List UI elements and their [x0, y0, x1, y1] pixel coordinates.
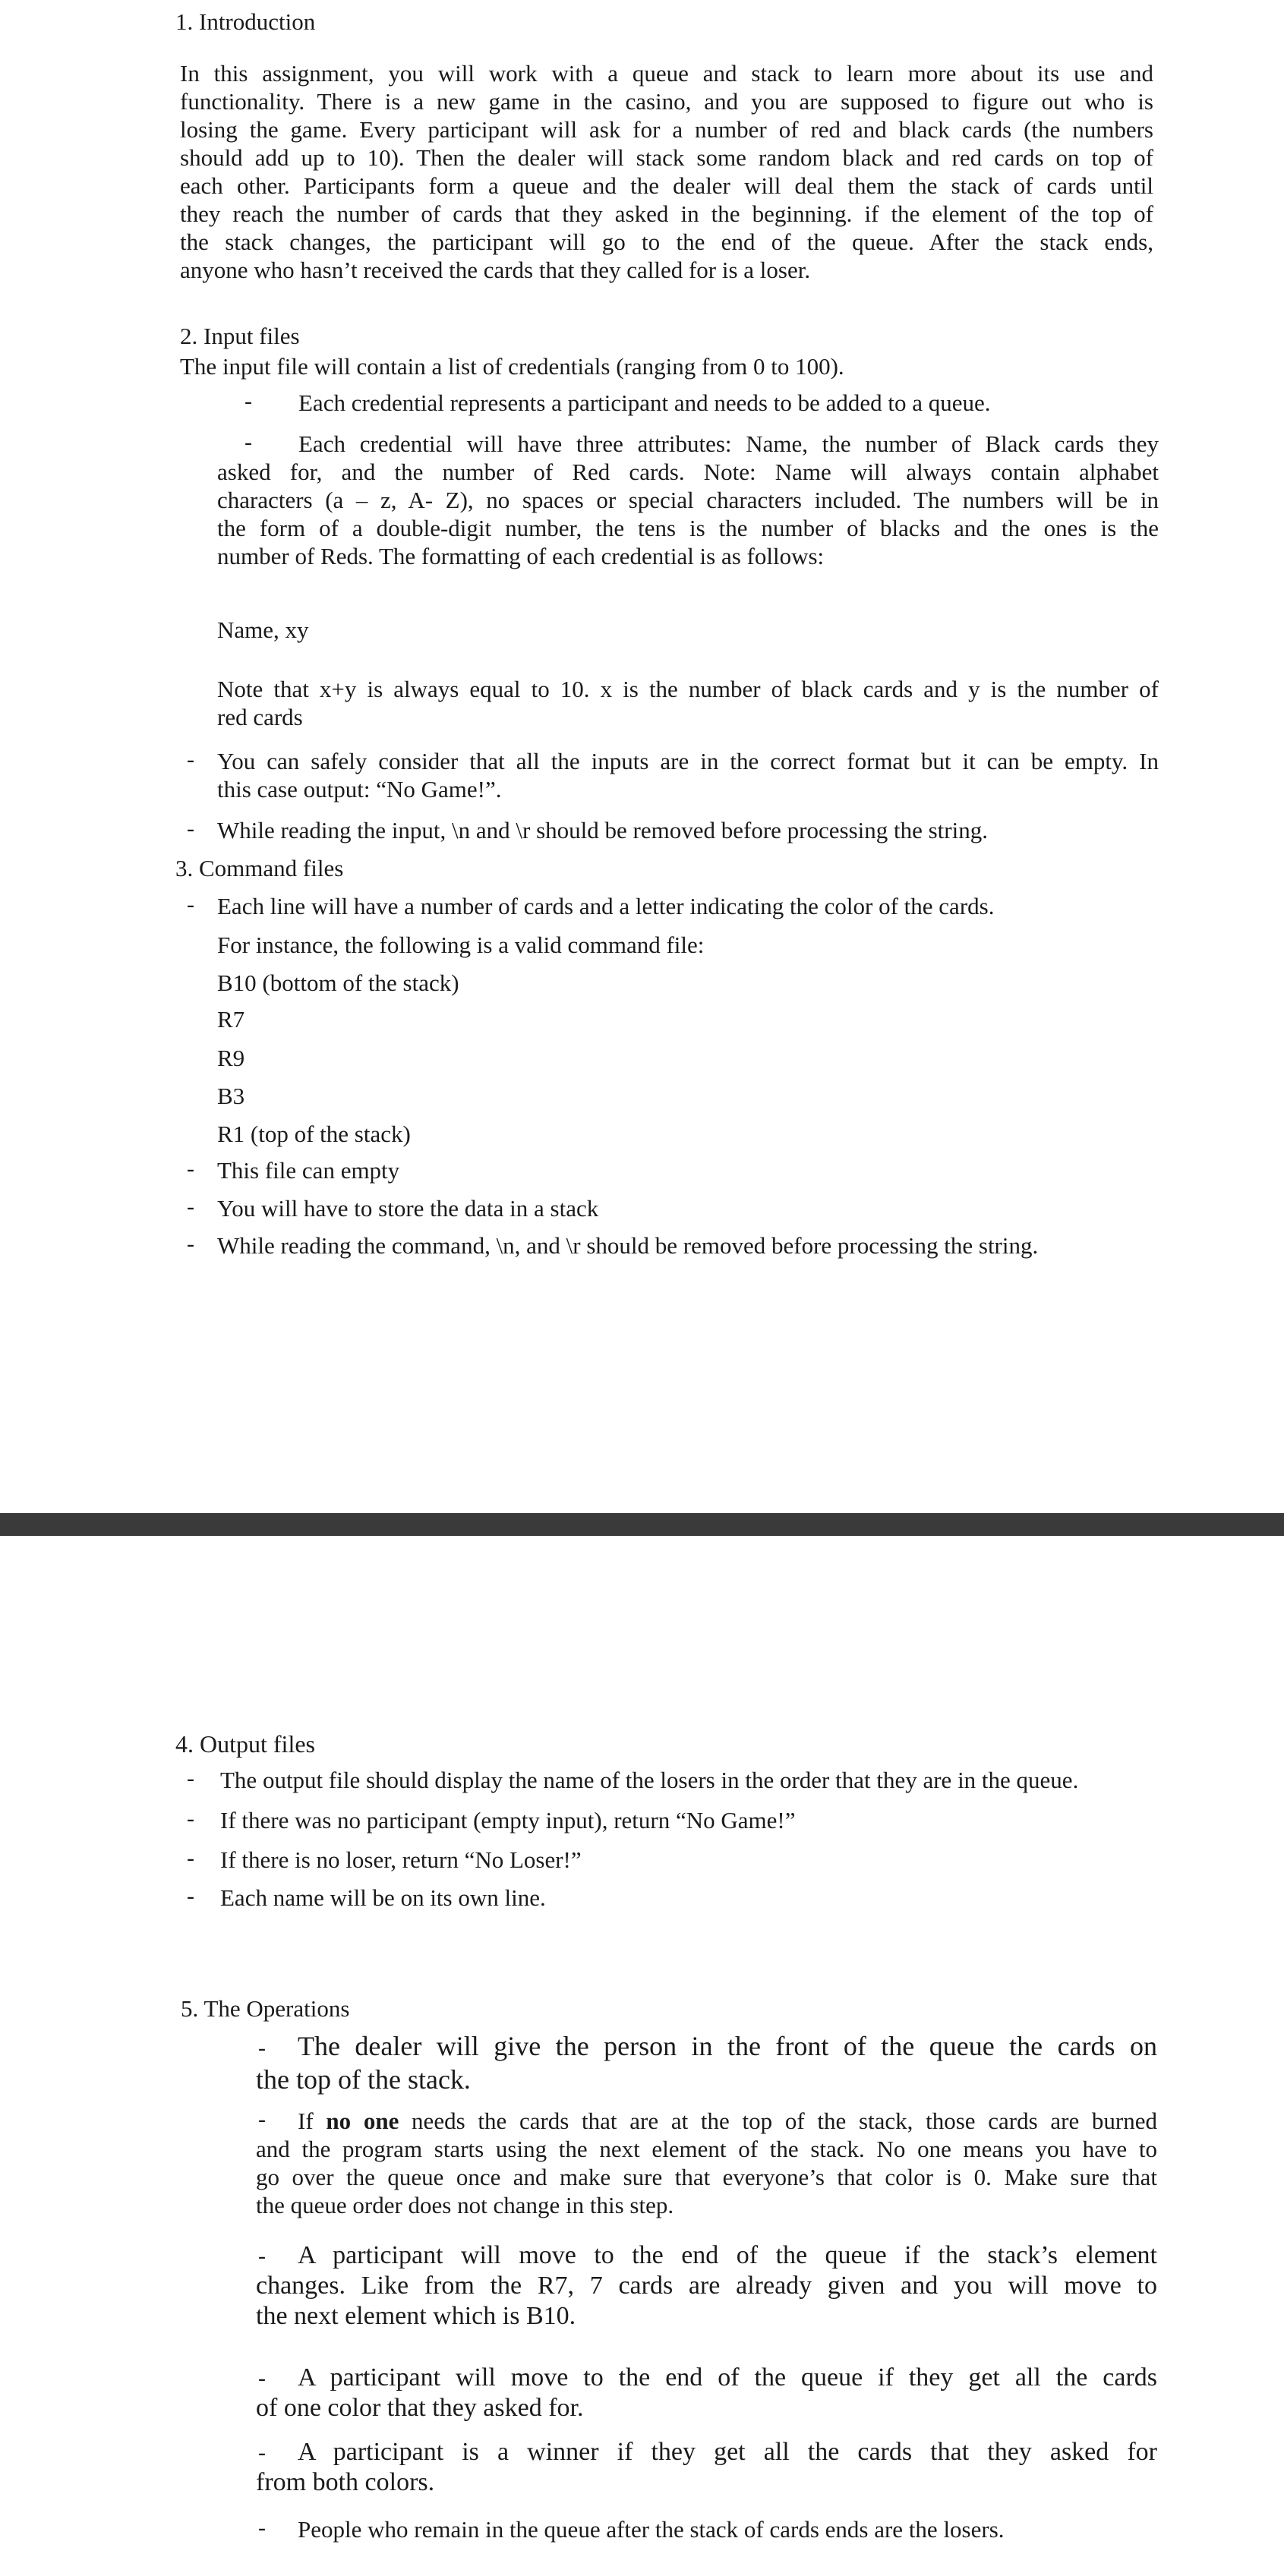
operation-2-prefix: If — [298, 2108, 327, 2134]
bullet-dash: - — [258, 2243, 266, 2269]
input-bullet-2-line: asked for, and the number of Red cards. Note: Name will always contain alphabet — [217, 459, 1159, 485]
operation-2-rest: needs the cards that are at the top of the stack, those cards are burned — [399, 2108, 1158, 2134]
intro-line: each other. Participants form a queue and the dealer will deal them the stack of cards until — [180, 172, 1153, 199]
input-note-line: Note that x+y is always equal to 10. x is the number of black cards and y is the number of — [217, 676, 1159, 702]
intro-line: the stack changes, the participant will go to the end of the queue. After the stack ends, — [180, 229, 1153, 255]
page-separator-band — [0, 1513, 1284, 1536]
intro-line: In this assignment, you will work with a queue and stack to learn more about its use and — [180, 60, 1153, 87]
command-example-line: B10 (bottom of the stack) — [217, 970, 459, 996]
operation-3 — [256, 2240, 1157, 2332]
input-intro: The input file will contain a list of credentials (ranging from 0 to 100). — [180, 353, 844, 380]
bullet-dash: - — [187, 816, 194, 841]
input-bullet-4: While reading the input, \n and \r should be removed before processing the string. — [217, 817, 988, 843]
bullet-dash: - — [244, 389, 252, 414]
credential-format: Name, xy — [217, 616, 309, 643]
operation-5-line: A participant is a winner if they get all the cards that they asked for — [298, 2438, 1157, 2466]
document-page-2 — [0, 1536, 1284, 2576]
command-example-line: R9 — [217, 1045, 245, 1071]
intro-line: they reach the number of cards that they asked in the beginning. if the element of the top of — [180, 200, 1153, 227]
bullet-dash: - — [244, 430, 252, 455]
bullet-dash: - — [258, 2515, 266, 2540]
command-bullet-3: You will have to store the data in a stack — [217, 1195, 599, 1222]
bullet-dash: - — [187, 747, 194, 772]
input-bullet-2 — [217, 430, 1159, 570]
command-bullet-4: While reading the command, \n, and \r should be removed before processing the string. — [217, 1232, 1039, 1259]
input-note — [217, 675, 1159, 731]
operation-2-line: the queue order does not change in this step. — [256, 2192, 674, 2218]
input-bullet-3-line: this case output: “No Game!”. — [217, 776, 502, 802]
operation-4-line: of one color that they asked for. — [256, 2394, 584, 2422]
operation-1-line: The dealer will give the person in the front of the queue the cards on — [298, 2031, 1157, 2061]
bullet-dash: - — [187, 1846, 194, 1871]
section-5-heading: 5. The Operations — [181, 1995, 350, 2022]
operation-4-line: A participant will move to the end of the queue if they get all the cards — [298, 2363, 1157, 2392]
bullet-dash: - — [187, 1231, 194, 1256]
operation-2 — [256, 2107, 1157, 2219]
operation-2-bold: no one — [326, 2108, 399, 2134]
input-bullet-3 — [217, 747, 1159, 803]
command-example-intro: For instance, the following is a valid command file: — [217, 932, 705, 958]
output-bullet: If there is no loser, return “No Loser!” — [220, 1846, 582, 1873]
operation-2-line-1 — [256, 2107, 1157, 2135]
bullet-dash: - — [258, 2035, 266, 2060]
input-note-line: red cards — [217, 704, 303, 730]
bullet-dash: - — [187, 892, 194, 917]
section-3-heading: 3. Command files — [175, 855, 344, 881]
bullet-dash: - — [258, 2440, 266, 2465]
operation-6: People who remain in the queue after the stack of cards ends are the losers. — [298, 2516, 1005, 2543]
bullet-dash: - — [187, 1156, 194, 1181]
section-1-heading: 1. Introduction — [175, 8, 316, 35]
operation-3-line: A participant will move to the end of the queue if the stack’s element — [298, 2241, 1157, 2269]
command-bullet-2: This file can empty — [217, 1157, 400, 1184]
bullet-dash: - — [258, 2107, 266, 2132]
section-4-heading: 4. Output files — [175, 1730, 315, 1758]
section-2-heading: 2. Input files — [180, 323, 300, 349]
operation-1-line: the top of the stack. — [256, 2064, 471, 2095]
operation-3-line: changes. Like from the R7, 7 cards are already given and you will move to — [256, 2272, 1157, 2300]
operation-1 — [256, 2029, 1157, 2096]
bullet-dash: - — [187, 1766, 194, 1791]
input-bullet-2-line: characters (a – z, A- Z), no spaces or special characters included. The numbers will be in — [217, 487, 1159, 513]
command-example-line: R1 (top of the stack) — [217, 1121, 411, 1147]
output-bullet: The output file should display the name of the losers in the order that they are in the queue. — [220, 1767, 1079, 1793]
intro-line: losing the game. Every participant will ask for a number of red and black cards (the numbers — [180, 116, 1153, 143]
operation-5 — [256, 2437, 1157, 2498]
command-bullet-1: Each line will have a number of cards and a letter indicating the color of the cards. — [217, 893, 995, 919]
output-bullet: If there was no participant (empty input), return “No Game!” — [220, 1807, 796, 1833]
intro-paragraph — [180, 59, 1153, 284]
operation-2-line: go over the queue once and make sure that everyone’s that color is 0. Make sure that — [256, 2164, 1157, 2190]
input-bullet-2-line: the form of a double-digit number, the tens is the number of blacks and the ones is the — [217, 515, 1159, 541]
intro-line: functionality. There is a new game in the casino, and you are supposed to figure out who is — [180, 88, 1153, 115]
command-example-line: R7 — [217, 1006, 245, 1033]
input-bullet-2-line: number of Reds. The formatting of each credential is as follows: — [217, 543, 825, 569]
intro-line: anyone who hasn’t received the cards that they called for is a loser. — [180, 257, 811, 283]
operation-5-line: from both colors. — [256, 2468, 435, 2496]
bullet-dash: - — [258, 2366, 266, 2391]
input-bullet-1: Each credential represents a participant and needs to be added to a queue. — [298, 389, 991, 416]
input-bullet-3-line: You can safely consider that all the inputs are in the correct format but it can be empty. In — [217, 748, 1159, 774]
command-example-line: B3 — [217, 1083, 245, 1109]
bullet-dash: - — [187, 1806, 194, 1831]
operation-2-line: and the program starts using the next element of the stack. No one means you have to — [256, 2136, 1157, 2162]
output-bullet: Each name will be on its own line. — [220, 1884, 546, 1911]
operation-4 — [256, 2363, 1157, 2423]
intro-line: should add up to 10). Then the dealer will stack some random black and red cards on top of — [180, 144, 1153, 171]
bullet-dash: - — [187, 1194, 194, 1219]
operation-3-line: the next element which is B10. — [256, 2302, 576, 2330]
input-bullet-2-line: Each credential will have three attributes: Name, the number of Black cards they — [298, 430, 1159, 457]
bullet-dash: - — [187, 1884, 194, 1909]
